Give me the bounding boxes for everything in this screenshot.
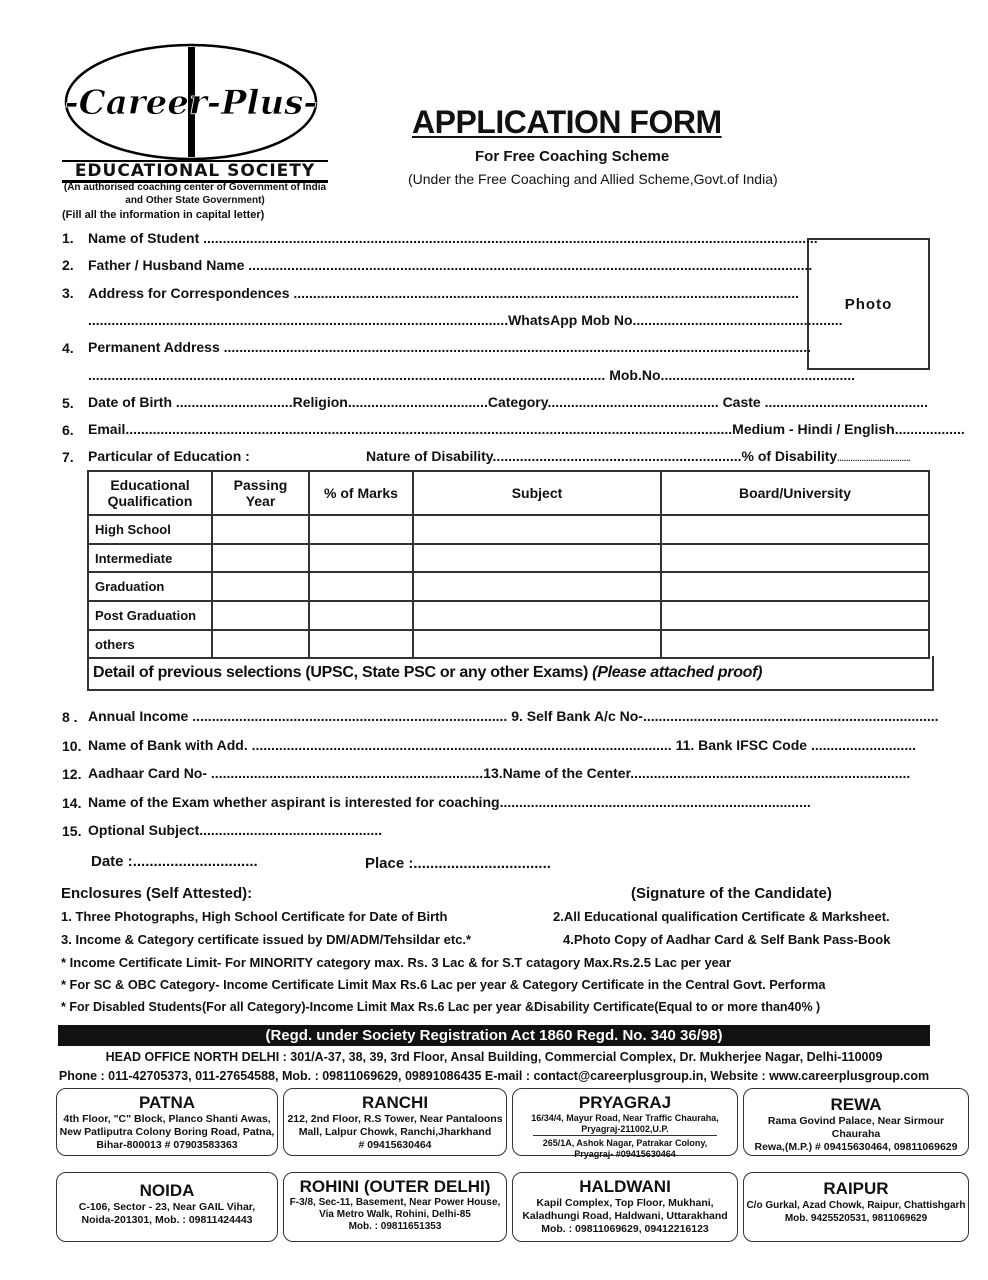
table-cell[interactable] [413,515,661,544]
field-number-7: 7. [62,449,74,465]
bank-name-label: Name of Bank with Add. [88,737,248,753]
field-number-10: 10. [62,738,82,754]
email-label: Email [88,421,126,437]
disabled-note: * For Disabled Students(For all Category)-Income Limit Max Rs.6 Lac per year &Disability Certificate(Equal to or more than40% ) [61,1000,821,1014]
row-label: Post Graduation [88,601,212,630]
previous-selections-field[interactable] [87,656,934,691]
branch-rewa [743,1088,969,1156]
field-label: Permanent Address [88,339,220,355]
medium-label: Medium - Hindi / English [732,421,895,437]
branch-address: Pryagraj-211002,U.P. [533,1124,717,1136]
row-label: Intermediate [88,544,212,572]
branch-name: HALDWANI [579,1177,671,1196]
column-header: Board/University [661,471,929,515]
registration-banner: (Regd. under Society Registration Act 1860 Regd. No. 340 36/98) [58,1025,930,1046]
table-cell[interactable] [661,572,929,601]
column-header: Educational Qualification [88,471,212,515]
branch-phone: Mob. : 09811651353 [348,1221,442,1232]
bank-name-ifsc-field[interactable]: Name of Bank with Add. ............................................................................................................ 11. Bank IFSC Code ........................... [88,737,916,753]
branch-pryagraj [512,1088,738,1159]
authorisation-line-2: and Other State Government) [125,195,265,206]
education-table [87,470,930,659]
date-field[interactable]: Date :.............................. [91,853,258,870]
ifsc-label: 11. Bank IFSC Code [675,737,808,753]
table-cell[interactable] [661,630,929,658]
enclosures-title: Enclosures (Self Attested): [61,885,253,902]
caste-label: Caste [722,394,761,410]
table-cell[interactable] [661,515,929,544]
form-title: APPLICATION FORM [412,104,722,140]
table-cell[interactable] [212,630,309,658]
head-office-address: HEAD OFFICE NORTH DELHI : 301/A-37, 38, 39, 3rd Floor, Ansal Building, Commercial Complex, Dr. Mukherjee Nagar, Delhi-110009 [105,1050,883,1064]
branch-address: C-106, Sector - 23, Near GAIL Vihar, [78,1201,256,1213]
table-cell[interactable] [661,601,929,630]
table-cell[interactable] [309,515,413,544]
table-cell[interactable] [413,572,661,601]
branch-name: NOIDA [139,1181,195,1200]
field-number-6: 6. [62,422,74,438]
branch-raipur [743,1172,969,1242]
candidate-signature-label: (Signature of the Candidate) [631,885,832,902]
svg-text:-Career-Plus-: -Career-Plus- [64,83,318,123]
field-label: Mob.No. [609,367,665,383]
category-label: Category [487,394,548,410]
table-cell[interactable] [212,601,309,630]
place-field[interactable]: Place :................................. [365,855,551,872]
table-row [88,515,929,544]
table-header-row [88,471,929,515]
permanent-address-field[interactable]: Permanent Address ....................................................................................................................................................... [88,339,811,355]
correspondence-address-field[interactable]: Address for Correspondences .................................................................................................................................. [88,285,800,301]
field-number-1: 1. [62,230,74,246]
table-cell[interactable] [413,630,661,658]
contact-details: Phone : 011-42705373, 011-27654588, Mob. : 09811069629, 09891086435 E-mail : contact@careerplusgroup.in, Website : www.careerplusgroup.com [58,1069,930,1083]
particular-of-education-label: Particular of Education : [88,448,250,464]
branch-phone: Mob. : 09811069629, 09412216123 [541,1223,709,1235]
branch-name: RAIPUR [823,1179,889,1198]
nature-of-disability-label: Nature of Disability [366,448,493,464]
field-number-14: 14. [62,795,82,811]
branch-name: REWA [830,1095,882,1114]
table-cell[interactable] [661,544,929,572]
row-label: Graduation [88,572,212,601]
branch-address: Rama Govind Palace, Near Sirmour Chauraha [767,1115,945,1140]
table-row [88,630,929,658]
authorisation-note [30,181,360,207]
date-label: Date : [91,853,133,870]
field-number-15: 15. [62,823,82,839]
branch-address: 16/34/4, Mayur Road, Near Traffic Chauraha, [531,1113,719,1123]
branch-patna [56,1088,278,1156]
form-scheme-note: (Under the Free Coaching and Allied Scheme,Govt.of India) [408,171,778,187]
table-cell[interactable] [309,544,413,572]
table-row [88,544,929,572]
table-cell[interactable] [309,601,413,630]
exam-interest-label: Name of the Exam whether aspirant is interested for coaching [88,794,500,810]
religion-label: Religion [292,394,348,410]
field-number-5: 5. [62,395,74,411]
branch-name: PRYAGRAJ [578,1093,672,1112]
field-label: Name of Student [88,230,200,246]
enclosure-item: 2.All Educational qualification Certificate & Marksheet. [553,909,890,924]
branch-address: F-3/8, Sec-11, Basement, Near Power House, [289,1197,501,1208]
branch-address: Kaladhungi Road, Haldwani, Uttarakhand [522,1210,728,1222]
table-cell[interactable] [212,515,309,544]
aadhaar-label: Aadhaar Card No- [88,765,208,781]
branch-phone: Pryagraj- #09415630464 [574,1149,676,1159]
sc-obc-note: * For SC & OBC Category- Income Certificate Limit Max Rs.6 Lac per year & Category Certificate in the Central Govt. Performa [61,977,826,992]
enclosure-item: 3. Income & Category certificate issued by DM/ADM/Tehsildar etc.* [61,932,472,947]
branch-address: Mall, Lalpur Chowk, Ranchi,Jharkhand [298,1126,492,1138]
center-label: 13.Name of the Center [483,765,631,781]
income-note: * Income Certificate Limit- For MINORITY category max. Rs. 3 Lac & for S.T catagory Max.Rs.2.5 Lac per year [61,955,732,970]
branch-name: ROHINI (OUTER DELHI) [299,1177,491,1196]
form-subtitle: For Free Coaching Scheme [475,148,670,165]
name-of-student-field[interactable]: Name of Student .............................................................................................................................................................. [88,230,818,246]
branch-phone: Bihar-800013 # 07903583363 [96,1139,238,1151]
table-row [88,601,929,630]
whatsapp-number-field[interactable]: ............................................................................................................WhatsApp Mob No...................................................... [88,312,843,328]
branch-phone: # 09415630464 [358,1139,432,1151]
fill-instruction: (Fill all the information in capital letter) [62,209,265,221]
previous-selections-label: Detail of previous selections (UPSC, State PSC or any other Exams) [93,664,589,681]
branch-rohini [283,1172,507,1242]
father-husband-name-field[interactable]: Father / Husband Name ................................................................................................................................................. [88,257,813,273]
date-of-birth-label: Date of Birth [88,394,172,410]
branch-address: Kapil Complex, Top Floor, Mukhani, [536,1197,714,1209]
branch-name: PATNA [138,1093,196,1112]
table-row [88,572,929,601]
aadhaar-center-field[interactable]: Aadhaar Card No- ......................................................................13.Name of the Center........................................................................ [88,765,911,781]
field-number-4: 4. [62,340,74,356]
optional-subject-label: Optional Subject [88,822,200,838]
field-number-12: 12. [62,766,82,782]
column-header: Passing Year [212,471,309,515]
enclosure-item: 4.Photo Copy of Aadhar Card & Self Bank Pass-Book [563,932,891,947]
authorisation-line-1: (An authorised coaching center of Government of India [63,182,327,193]
branch-address: C/o Gurkal, Azad Chowk, Raipur, Chattishgarh [746,1200,966,1211]
bank-account-label: 9. Self Bank A/c No- [511,708,643,724]
email-medium-field[interactable]: Email............................................................................................................................................................Medium - Hindi / English.................. [88,421,965,437]
branch-address: Via Metro Walk, Rohini, Delhi-85 [319,1209,471,1220]
field-number-2: 2. [62,257,74,273]
branch-haldwani [512,1172,738,1242]
branch-address: 4th Floor, "C" Block, Planco Shanti Awas, [63,1113,271,1125]
branch-ranchi [283,1088,507,1156]
disability-field[interactable]: Nature of Disability................................................................% of Disability................................. [366,448,911,464]
branch-noida [56,1172,278,1242]
field-number-3: 3. [62,285,74,301]
field-number-8: 8 . [62,709,78,725]
table-cell[interactable] [212,544,309,572]
table-cell[interactable] [212,572,309,601]
branch-phone: Noida-201301, Mob. : 09811424443 [81,1214,253,1226]
table-cell[interactable] [309,572,413,601]
optional-subject-field[interactable]: Optional Subject............................................... [88,822,383,838]
branch-phone: Mob. 9425520531, 9811069629 [784,1213,928,1224]
table-cell[interactable] [309,630,413,658]
enclosure-item: 1. Three Photographs, High School Certificate for Date of Birth [61,909,448,924]
photo-label: Photo [844,295,893,313]
annual-income-label: Annual Income [88,708,189,724]
branch-phone: Rewa,(M.P.) # 09415630464, 09811069629 [754,1141,958,1153]
dob-religion-category-caste-field[interactable]: Date of Birth ..............................Religion....................................Category............................................ Caste .......................................... [88,394,928,410]
place-label: Place : [365,855,414,872]
branch-address: New Patliputra Colony Boring Road, Patna, [59,1126,275,1138]
field-label: Father / Husband Name [88,257,245,273]
society-name: EDUCATIONAL SOCIETY [62,160,328,183]
column-header: Subject [413,471,661,515]
proof-note: (Please attached proof) [592,664,763,681]
branch-address: 212, 2nd Floor, R.S Tower, Near Pantaloons [287,1113,503,1125]
row-label: others [88,630,212,658]
column-header: % of Marks [309,471,413,515]
table-cell[interactable] [413,544,661,572]
annual-income-bank-account-field[interactable]: Annual Income ................................................................................. 9. Self Bank A/c No-............................................................................ [88,708,939,724]
percent-disability-label: % of Disability [741,448,838,464]
photo-box[interactable] [807,238,930,370]
mobile-number-field[interactable]: ..................................................................................................................................... Mob.No.................................................. [88,367,856,383]
career-plus-logo [62,42,320,167]
branch-name: RANCHI [361,1093,429,1112]
field-label: WhatsApp Mob No. [508,312,637,328]
field-label: Address for Correspondences [88,285,290,301]
row-label: High School [88,515,212,544]
exam-interest-field[interactable]: Name of the Exam whether aspirant is interested for coaching................................................................................ [88,794,811,810]
table-cell[interactable] [413,601,661,630]
branch-address: 265/1A, Ashok Nagar, Patrakar Colony, [542,1138,708,1148]
